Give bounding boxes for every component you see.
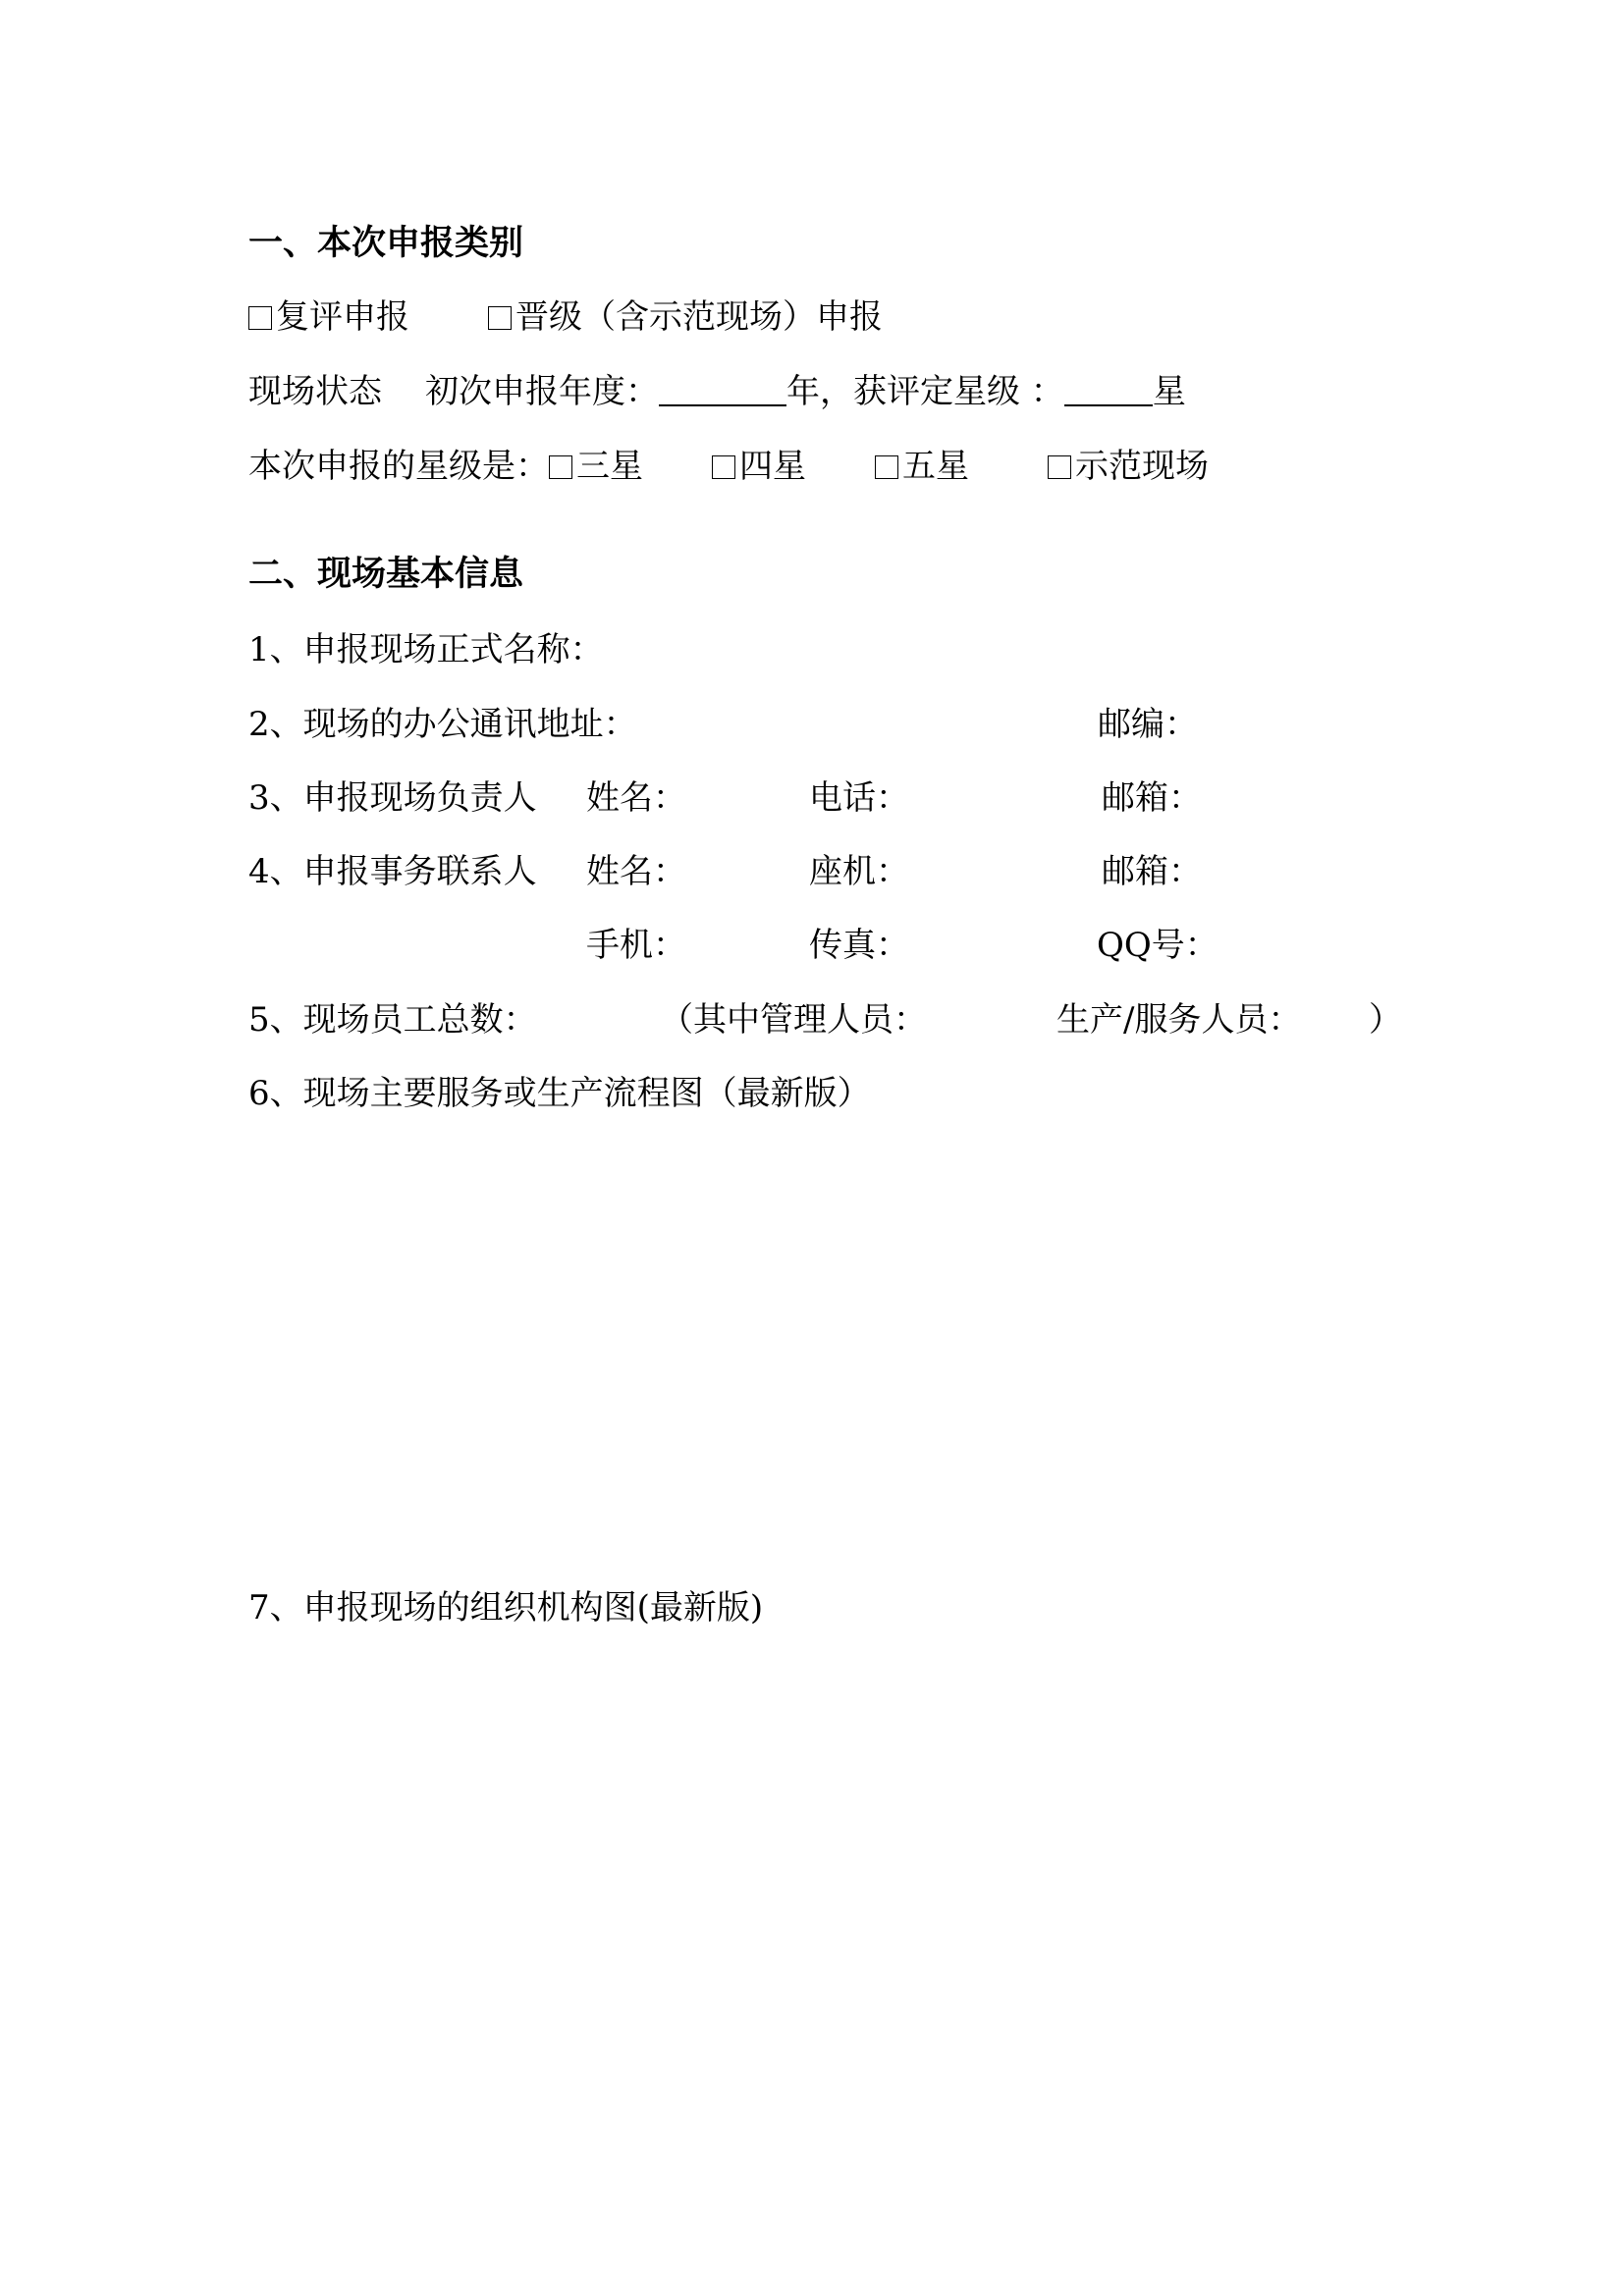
status-label: 现场状态 <box>248 372 382 411</box>
item4-name-label: 姓名： <box>586 852 686 891</box>
upgrade-option-label: 晋级（含示范现场）申报 <box>515 297 883 337</box>
level-5-checkbox[interactable] <box>875 455 898 479</box>
status-row <box>248 370 1186 413</box>
item4-mobile-label: 手机： <box>586 926 686 965</box>
review-checkbox[interactable] <box>248 306 272 330</box>
item4-landline-label: 座机： <box>809 852 909 891</box>
section1-title: 一、本次申报类别 <box>248 224 524 263</box>
item3-email-label: 邮箱： <box>1102 778 1202 818</box>
item5-label: 5、现场员工总数： <box>248 1000 537 1040</box>
level-5-label: 五星 <box>902 447 969 486</box>
item4-qq-label: QQ号： <box>1097 926 1218 965</box>
review-option-label: 复评申报 <box>276 297 409 337</box>
level-4-label: 四星 <box>739 447 806 486</box>
star-rating-blank[interactable] <box>1064 375 1153 406</box>
item4-fax-label: 传真： <box>809 926 909 965</box>
item5-production-label: 生产/服务人员： <box>1056 1000 1302 1040</box>
item3-label: 3、申报现场负责人 <box>248 778 537 818</box>
first-year-label: 初次申报年度： <box>425 372 659 411</box>
level-3-label: 三星 <box>576 447 643 486</box>
item4-label: 4、申报事务联系人 <box>248 852 537 891</box>
item2-label: 2、现场的办公通讯地址： <box>248 705 637 744</box>
item3-phone-label: 电话： <box>809 778 909 818</box>
year-suffix-label: 年，获评定星级 ： <box>786 372 1064 411</box>
star-suffix-label: 星 <box>1152 372 1186 411</box>
level-3-checkbox[interactable] <box>549 455 572 479</box>
first-year-blank[interactable] <box>659 375 786 406</box>
item1-label: 1、申报现场正式名称： <box>248 630 604 669</box>
section2-title: 二、现场基本信息 <box>248 555 524 594</box>
item5-management-label: （其中管理人员： <box>660 1000 927 1040</box>
item2-postcode-label: 邮编： <box>1098 705 1198 744</box>
item4-email-label: 邮箱： <box>1102 852 1202 891</box>
upgrade-checkbox[interactable] <box>488 306 512 330</box>
level-demo-checkbox[interactable] <box>1048 455 1071 479</box>
level-demo-label: 示范现场 <box>1075 447 1209 486</box>
item7-label: 7、申报现场的组织机构图(最新版) <box>248 1588 764 1628</box>
category-row <box>248 295 883 339</box>
level-row <box>248 445 1209 488</box>
item5-close-paren: ） <box>1369 1000 1402 1040</box>
item6-label: 6、现场主要服务或生产流程图（最新版） <box>248 1074 871 1113</box>
level-4-checkbox[interactable] <box>712 455 735 479</box>
item3-name-label: 姓名： <box>586 778 686 818</box>
level-label: 本次申报的星级是： <box>248 447 549 486</box>
